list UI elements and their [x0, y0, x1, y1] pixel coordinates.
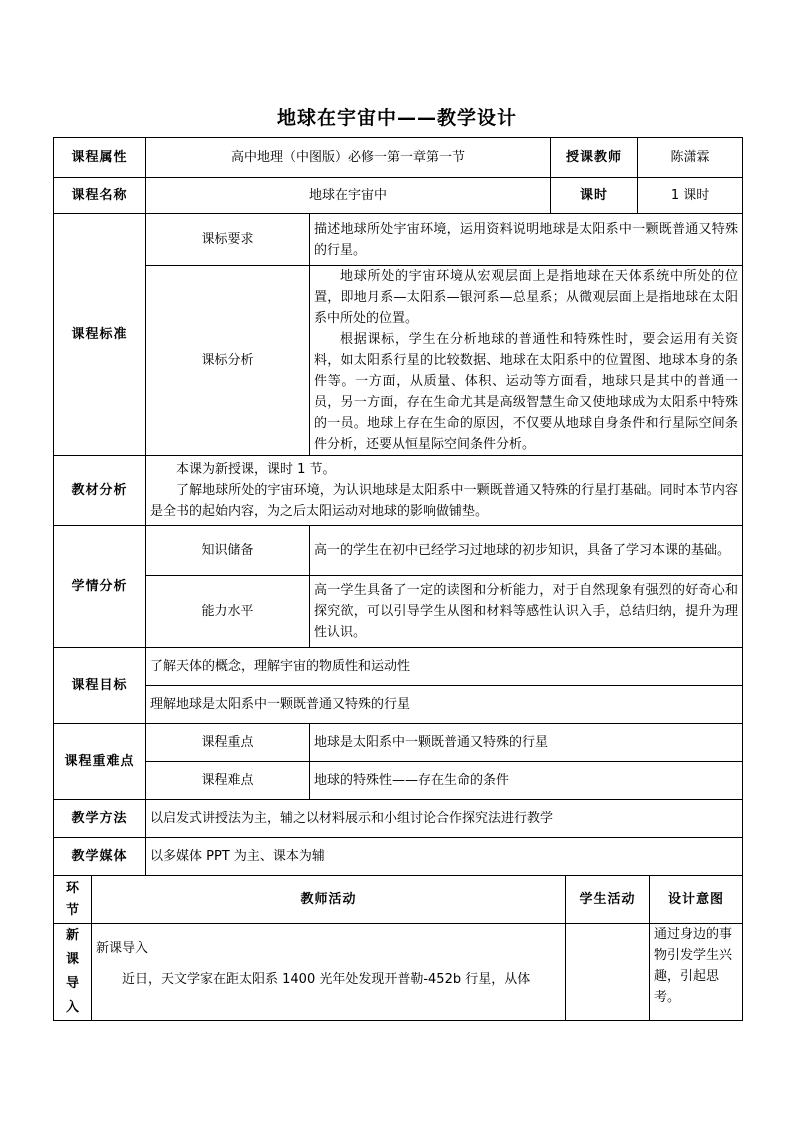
label-material: 教材分析 [54, 456, 146, 526]
label-media: 教学媒体 [54, 838, 146, 876]
label-key: 课程重难点 [54, 724, 146, 800]
row-students-knowledge [54, 526, 743, 576]
label-course-name: 课程名称 [54, 178, 146, 214]
header-teacher: 教师活动 [92, 876, 566, 924]
label-standard: 课程标准 [54, 214, 146, 456]
text-standard-req: 描述地球所处宇宙环境，运用资料说明地球是太阳系中一颗既普通又特殊的行星。 [310, 214, 743, 266]
text-material-p1: 本课为新授课，课时 1 节。 [176, 462, 336, 477]
text-goal-1: 了解天体的概念，理解宇宙的物质性和运动性 [146, 648, 743, 686]
activity-header-row [54, 876, 743, 924]
row-method [54, 800, 743, 838]
text-knowledge: 高一的学生在初中已经学习过地球的初步知识，具备了学习本课的基础。 [310, 526, 743, 576]
value-hours: 1 课时 [638, 178, 743, 214]
row-difficult-point [54, 762, 743, 800]
text-ability: 高一学生具备了一定的读图和分析能力，对于自然现象有强烈的好奇心和探究欲，可以引导学生从图和材料等感性认识入手，总结归纳，提升为理性认识。 [310, 576, 743, 648]
teacher-intro-text: 近日，天文学家在距太阳系 1400 光年处发现开普勒-452b 行星，从体 [122, 972, 531, 987]
cell-student-intro [566, 924, 650, 1021]
row-students-ability [54, 576, 743, 648]
label-teacher: 授课教师 [551, 138, 638, 178]
cell-standard-ana [310, 266, 743, 456]
text-standard-ana-p2: 根据课标，学生在分析地球的普通性和特殊性时，要会运用有关资料，如太阳系行星的比较数据、地球在太阳系中的位置图、地球本身的条件等。一方面，从质量、体积、运动等方面看，地球只是其中的普通一员，另一方面，存在生命尤其是高级智慧生命又使地球成为太阳系中特殊的一员。地球上存在生命的原因，不仅要从地球自身条件和行星际空间条件分析，还要从恒星际空间条件分析。 [314, 332, 739, 452]
row-standard-ana [54, 266, 743, 456]
header-design: 设计意图 [650, 876, 743, 924]
label-ability: 能力水平 [146, 576, 310, 648]
row-course-name [54, 178, 743, 214]
section-intro-label: 新课导入 [65, 928, 79, 1015]
document-title: 地球在宇宙中——教学设计 [276, 107, 517, 129]
activity-row-intro [54, 924, 743, 1021]
row-goal-1 [54, 648, 743, 686]
row-key-point [54, 724, 743, 762]
teacher-intro-title: 新课导入 [96, 941, 149, 956]
label-standard-ana: 课标分析 [146, 266, 310, 456]
text-method: 以启发式讲授法为主，辅之以材料展示和小组讨论合作探究法进行教学 [146, 800, 743, 838]
cell-design-intro: 通过身边的事物引发学生兴趣，引起思考。 [650, 924, 743, 1021]
teaching-activity-table [53, 875, 743, 1021]
cell-material [146, 456, 743, 526]
value-course-name: 地球在宇宙中 [146, 178, 551, 214]
header-student: 学生活动 [566, 876, 650, 924]
label-course-attr: 课程属性 [54, 138, 146, 178]
row-course-attr [54, 138, 743, 178]
row-material [54, 456, 743, 526]
row-standard-req [54, 214, 743, 266]
text-standard-ana-p1: 地球所处的宇宙环境从宏观层面上是指地球在天体系统中所处的位置，即地月系—太阳系—银河系—总星系；从微观层面上是指地球在太阳系中所处的位置。 [314, 269, 739, 326]
label-key-point: 课程重点 [146, 724, 310, 762]
row-goal-2 [54, 686, 743, 724]
label-students: 学情分析 [54, 526, 146, 648]
header-section-label: 环节 [65, 880, 79, 918]
text-media: 以多媒体 PPT 为主、课本为辅 [146, 838, 743, 876]
label-difficult-point: 课程难点 [146, 762, 310, 800]
label-hours: 课时 [551, 178, 638, 214]
label-method: 教学方法 [54, 800, 146, 838]
course-info-table [53, 137, 743, 876]
header-section [54, 876, 92, 924]
row-media [54, 838, 743, 876]
cell-teacher-intro [92, 924, 566, 1021]
text-difficult-point: 地球的特殊性——存在生命的条件 [310, 762, 743, 800]
section-intro [54, 924, 92, 1021]
label-goals: 课程目标 [54, 648, 146, 724]
text-goal-2: 理解地球是太阳系中一颗既普通又特殊的行星 [146, 686, 743, 724]
value-teacher: 陈潇霖 [638, 138, 743, 178]
value-course-attr: 高中地理（中图版）必修一第一章第一节 [146, 138, 551, 178]
text-key-point: 地球是太阳系中一颗既普通又特殊的行星 [310, 724, 743, 762]
label-knowledge: 知识储备 [146, 526, 310, 576]
label-standard-req: 课标要求 [146, 214, 310, 266]
text-material-p2: 了解地球所处的宇宙环境，为认识地球是太阳系中一颗既普通又特殊的行星打基础。同时本节内容是全书的起始内容，为之后太阳运动对地球的影响做铺垫。 [150, 483, 739, 519]
